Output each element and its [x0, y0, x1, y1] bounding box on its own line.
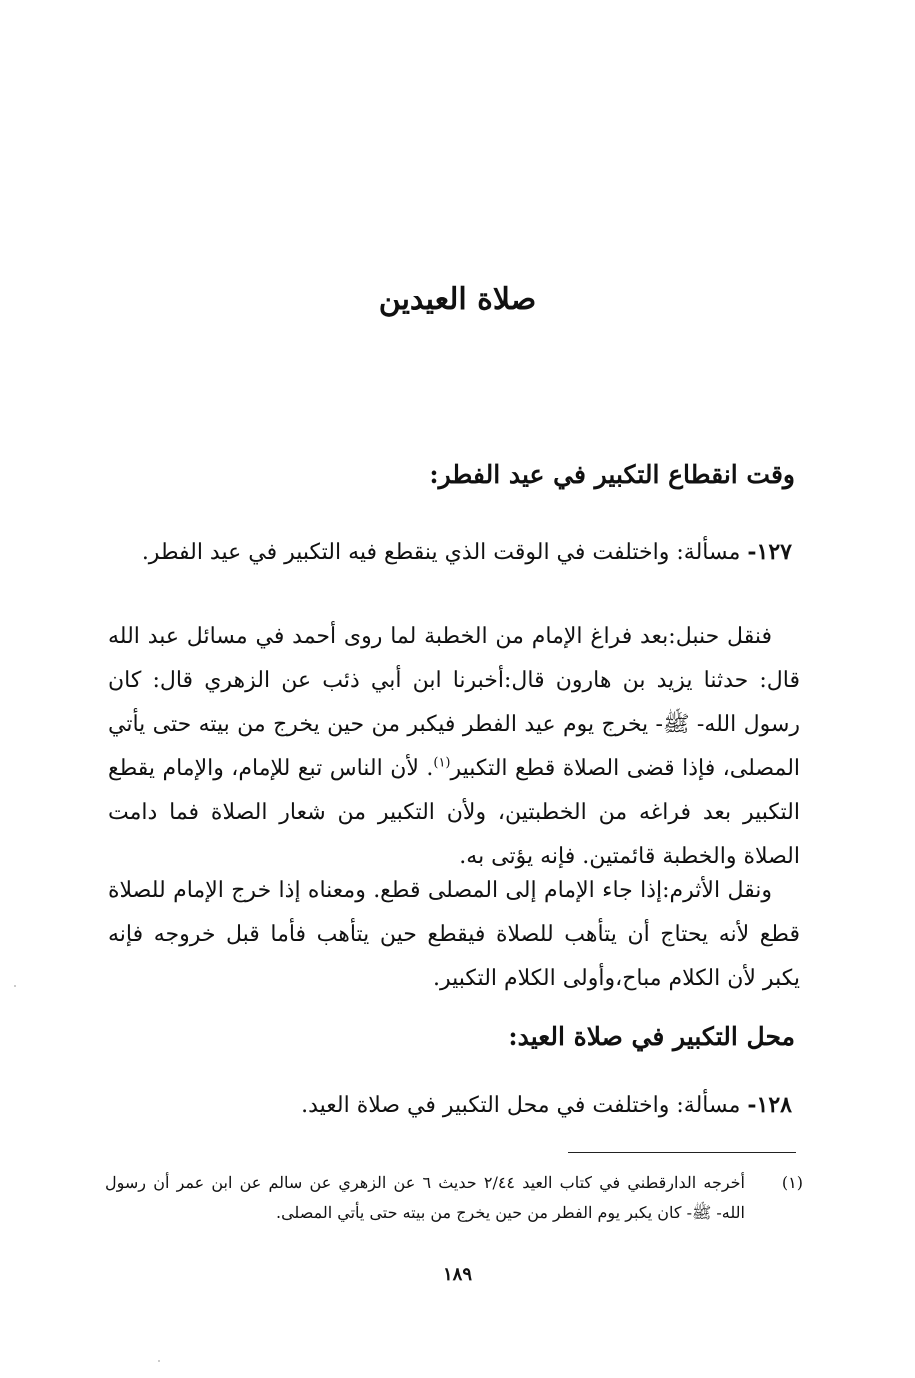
page-title: صلاة العيدين — [378, 282, 537, 317]
issue-128-paragraph — [108, 1083, 800, 1128]
footnote-reference[interactable]: (١) — [433, 755, 451, 771]
issue-number: ١٢٨- — [747, 1092, 792, 1118]
scan-speck — [158, 1360, 160, 1362]
hanbal-narration-paragraph — [108, 615, 800, 879]
issue-text: مسألة: واختلفت في محل التكبير في صلاة العيد. — [301, 1093, 741, 1118]
issue-127-paragraph — [108, 530, 800, 575]
athram-narration-text: ونقل الأثرم:إذا جاء الإمام إلى المصلى قطع. ومعناه إذا خرج الإمام للصلاة قطع لأنه يحتاج أن يتأهب للصلاة فيقطع حين يتأهب فأما قبل خروجه فإنه يكبر لأن الكلام مباح،وأولى الكلام التكبير. — [108, 878, 800, 991]
hanbal-narration-continuation: . لأن الناس تبع للإمام، والإمام يقطع التكبير بعد فراغه من الخطبتين، ولأن التكبير من شعار الصلاة فما دامت الصلاة والخطبة قائمتين. فإنه يؤتى به. — [108, 756, 800, 869]
section-heading-takbir-end: وقت انقطاع التكبير في عيد الفطر: — [429, 460, 795, 489]
scan-speck — [14, 985, 16, 987]
footnote-text: أخرجه الدارقطني في كتاب العيد ٢/٤٤ حديث ٦ عن الزهري عن سالم عن ابن عمر أن رسول الله- ﷺ- كان يكبر يوم الفطر من حين يخرج من بيته حتى يأتي المصلى. — [105, 1173, 745, 1222]
hanbal-narration-text: فنقل حنبل:بعد فراغ الإمام من الخطبة لما روى أحمد في مسائل عبد الله قال: حدثنا يزيد بن هارون قال:أخبرنا ابن أبي ذئب عن الزهري قال: كان رسول الله- ﷺ- يخرج يوم عيد الفطر فيكبر من حين يخرج من بيته حتى يأتي المصلى، فإذا قضى الصلاة قطع التكبير — [108, 624, 801, 781]
athram-narration-paragraph — [108, 869, 800, 1001]
section-heading-takbir-place: محل التكبير في صلاة العيد: — [508, 1022, 795, 1051]
page-number: ١٨٩ — [442, 1264, 472, 1285]
footnote-separator — [568, 1152, 796, 1153]
footnote-marker: (١) — [781, 1173, 803, 1192]
issue-number: ١٢٧- — [747, 539, 792, 565]
issue-text: مسألة: واختلفت في الوقت الذي ينقطع فيه التكبير في عيد الفطر. — [141, 540, 741, 565]
